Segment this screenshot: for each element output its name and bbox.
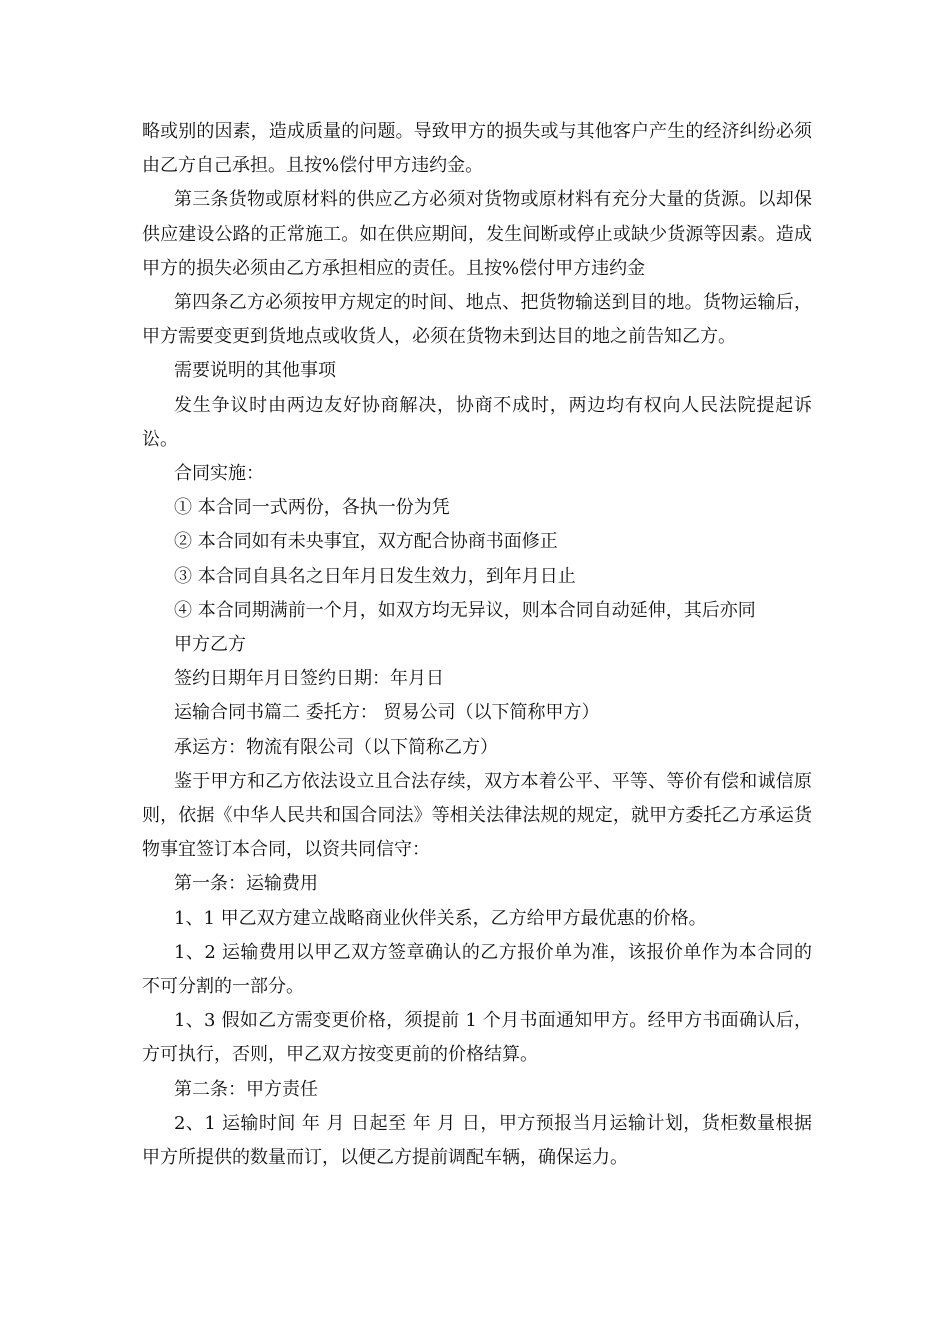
list-item-2: ② 本合同如有未央事宜，双方配合协商书面修正 <box>174 531 558 553</box>
paragraph-preamble: 鉴于甲方和乙方依法设立且合法存续，双方本着公平、平等、等价有偿和诚信原则，依据《中华人民共和国合同法》等相关法律法规的规定，就甲方委托乙方承运货物事宜签订本合同，以资共同信守： <box>142 770 812 861</box>
paragraph-article-4: 第四条乙方必须按甲方规定的时间、地点、把货物输送到目的地。货物运输后，甲方需要变更到货地点或收货人，必须在货物未到达目的地之前告知乙方。 <box>142 292 812 348</box>
heading-article-2: 第二条：甲方责任 <box>174 1078 318 1100</box>
list-item-1: ① 本合同一式两份，各执一份为凭 <box>174 497 450 519</box>
clause-2-1: 2、1 运输时间 年 月 日起至 年 月 日，甲方预报当月运输计划，货柜数量根据甲方所提供的数量而订，以便乙方提前调配车辆，确保运力。 <box>142 1112 812 1169</box>
paragraph-other-matters: 需要说明的其他事项 <box>174 360 336 382</box>
paragraph-dispute: 发生争议时由两边友好协商解决，协商不成时，两边均有权向人民法院提起诉讼。 <box>142 394 812 450</box>
list-item-3: ③ 本合同自具名之日年月日发生效力，到年月日止 <box>174 565 576 587</box>
paragraph-carrier: 承运方：物流有限公司（以下简称乙方） <box>174 736 498 758</box>
paragraph-quality-liability: 略或别的因素，造成质量的问题。导致甲方的损失或与其他客户产生的经济纠纷必须由乙方自己承担。且按%偿付甲方违约金。 <box>142 121 812 177</box>
document-body <box>142 115 812 1175</box>
clause-1-3: 1、3 假如乙方需变更价格，须提前 1 个月书面通知甲方。经甲方书面确认后，方可执行，否则，甲乙双方按变更前的价格结算。 <box>142 1010 812 1066</box>
paragraph-parties: 甲方乙方 <box>174 634 246 656</box>
paragraph-article-3: 第三条货物或原材料的供应乙方必须对货物或原材料有充分大量的货源。以却保供应建设公路的正常施工。如在供应期间，发生间断或停止或缺少货源等因素。造成甲方的损失必须由乙方承担相应的责任。且按%偿付甲方违约金 <box>142 189 812 279</box>
paragraph-contract-2-principal: 运输合同书篇二 委托方： 贸易公司（以下简称甲方） <box>174 702 600 724</box>
heading-article-1: 第一条：运输费用 <box>174 873 318 895</box>
paragraph-signing-date: 签约日期年月日签约日期：年月日 <box>174 668 444 690</box>
clause-1-2: 1、2 运输费用以甲乙双方签章确认的乙方报价单为准，该报价单作为本合同的不可分割的一部分。 <box>142 941 812 998</box>
paragraph-implementation: 合同实施： <box>174 463 264 485</box>
clause-1-1: 1、1 甲乙双方建立战略商业伙伴关系，乙方给甲方最优惠的价格。 <box>174 907 707 929</box>
list-item-4: ④ 本合同期满前一个月，如双方均无异议，则本合同自动延伸，其后亦同 <box>174 599 756 621</box>
